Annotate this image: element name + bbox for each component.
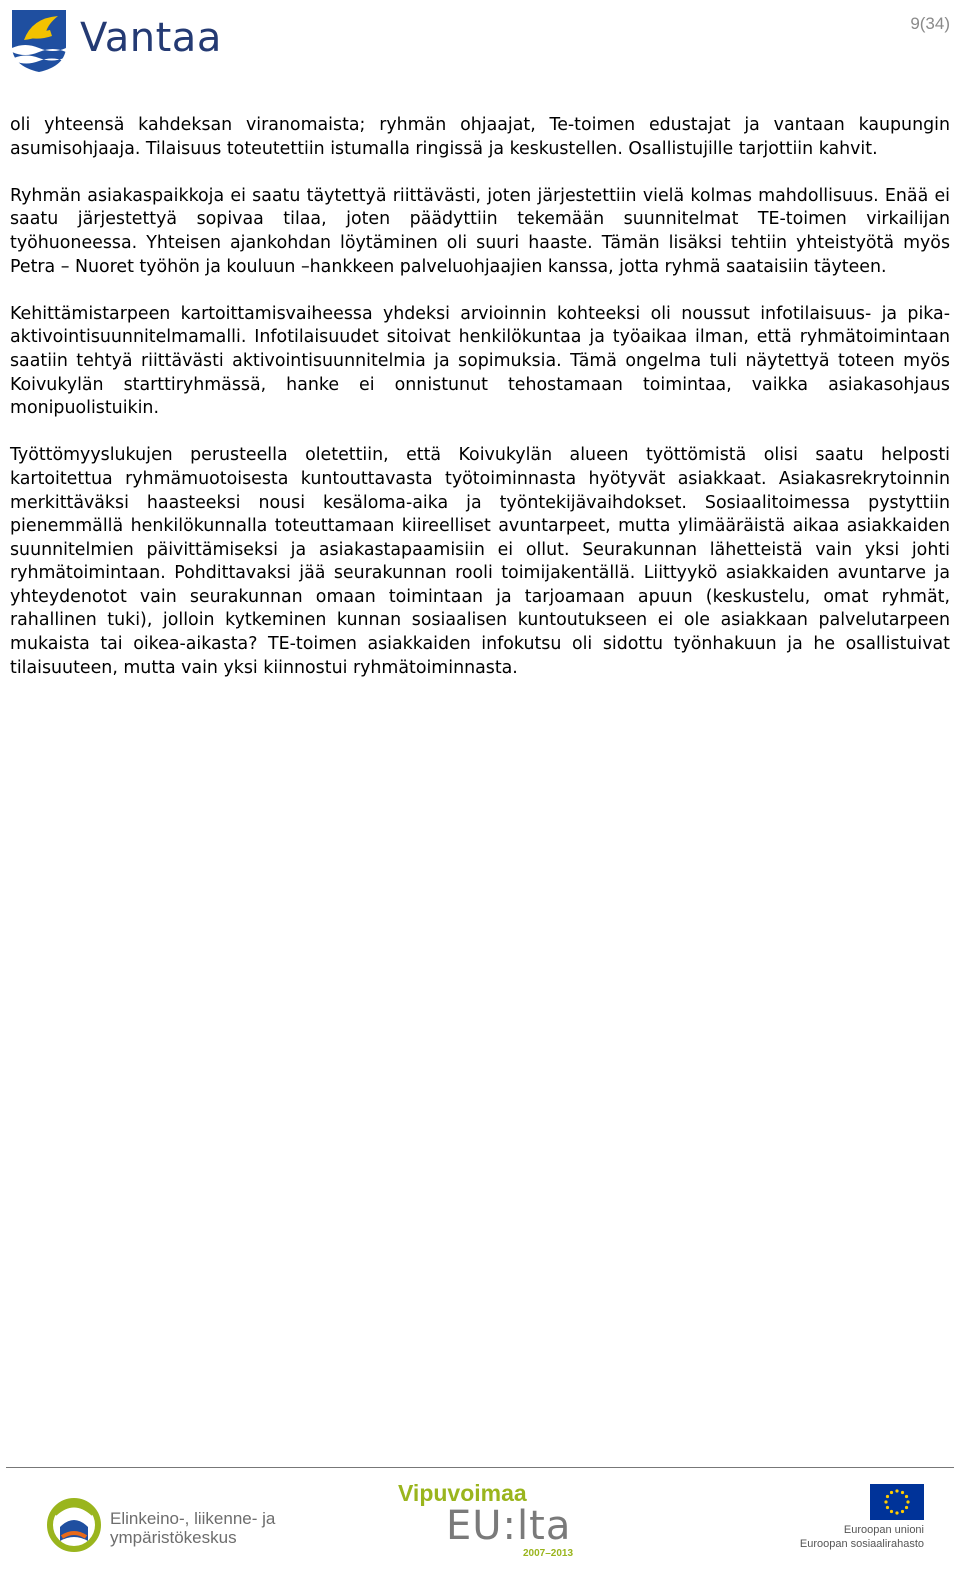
eu-star bbox=[906, 1500, 909, 1503]
eu-star bbox=[895, 1511, 898, 1514]
eu-star bbox=[895, 1489, 898, 1492]
eu-star bbox=[905, 1506, 908, 1509]
ely-centre-name bbox=[110, 1509, 275, 1547]
vantaa-crest-logo bbox=[10, 8, 68, 74]
ely-centre-logo bbox=[44, 1493, 104, 1553]
esf-line: Euroopan sosiaalirahasto bbox=[799, 1538, 924, 1550]
vantaa-wordmark: Vantaa bbox=[80, 15, 222, 61]
vipuvoimaa-eulta-logo bbox=[398, 1480, 588, 1562]
ely-line-2: ympäristökeskus bbox=[110, 1528, 237, 1547]
programme-years: 2007–2013 bbox=[523, 1548, 574, 1559]
eu-union-line: Euroopan unioni bbox=[843, 1524, 924, 1536]
eu-flag-icon bbox=[870, 1484, 924, 1520]
paragraph: Työttömyyslukujen perusteella oletettiin, että Koivukylän alueen työttömistä olisi saatu helposti kartoitettua ryhmämuotoisesta kuntouttavasta työtoiminnasta hyötyvät asiakkaat. Asiakasrekrytoinnin merkittäväksi haasteeksi nousi kesäloma-aika ja työntekijävaihdokset. Sosiaalitoimessa pystyttiin pienemmällä henkilökunnalla toteuttamaan kiireelliset avuntarpeet, mutta ylimääräistä aikaa asiakkaiden suunnitelmien päivittämiseksi ja asiakastapaamisiin ei ollut. Seurakunnan lähetteistä vain yksi johti ryhmätoimintaan. Pohdittavaksi jää seurakunnan rooli toimijakentällä. Liittyykö asiakkaiden avuntarve ja yhteydenotot vain seurakunnan omaan toimintaan ja tarjoamaan apuun (keskustelu, omat ryhmät, rahallinen tuki), jolloin kytkeminen kunnan sosiaalisen kuntoutukseen ei ole asiakkaan palvelutarpeen mukaista tai oikea-aikasta? TE-toimen asiakkaiden infokutsu oli sidottu työnhakuun ja he osallistuivat tilaisuuteen, mutta vain yksi kiinnostui ryhmätoiminnasta. bbox=[10, 445, 950, 678]
eu-star bbox=[905, 1495, 908, 1498]
page-header bbox=[0, 0, 960, 90]
page-number: 9(34) bbox=[910, 14, 950, 33]
eu-star bbox=[890, 1491, 893, 1494]
eulta-text: EU:lta bbox=[446, 1503, 572, 1549]
eu-star bbox=[886, 1506, 889, 1509]
vipuvoimaa-title: Vipuvoimaa bbox=[398, 1480, 527, 1506]
eu-star bbox=[890, 1510, 893, 1513]
paragraph: Kehittämistarpeen kartoittamisvaiheessa yhdeksi arvioinnin kohteeksi oli noussut infotilaisuus- ja pika-aktivointisuunnitelmamalli. Infotilaisuudet sitoivat henkilökuntaa ja työaikaa ilman, että ryhmätoimintaan saatiin tehtyä riittävästi aktivointisuunnitelmia ja sopimuksia. Tämä ongelma tuli näytettyä toteen myös Koivukylän starttiryhmässä, hanke ei onnistunut tehostamaan toimintaa, vaikka asiakasohjaus monipuolistuikin. bbox=[10, 303, 950, 419]
eu-star bbox=[901, 1491, 904, 1494]
eu-star bbox=[884, 1500, 887, 1503]
footer-divider bbox=[6, 1467, 954, 1468]
eu-star bbox=[901, 1510, 904, 1513]
eu-star bbox=[886, 1495, 889, 1498]
document-body bbox=[10, 114, 950, 704]
eu-label bbox=[800, 1523, 924, 1551]
paragraph: Ryhmän asiakaspaikkoja ei saatu täytettyä riittävästi, joten järjestettiin vielä kolmas mahdollisuus. Enää ei saatu järjestettyä sopivaa tilaa, joten päädyttiin tekemään suunnitelmat TE-toimen virkailijan työhuoneessa. Yhteisen ajankohdan löytäminen oli suuri haaste. Tämän lisäksi tehtiin yhteistyötä myös Petra – Nuoret työhön ja kouluun –hankkeen palveluohjaajien kanssa, jotta ryhmä saataisiin täyteen. bbox=[10, 185, 950, 277]
ely-line-1: Elinkeino-, liikenne- ja bbox=[110, 1509, 276, 1528]
paragraph: oli yhteensä kahdeksan viranomaista; ryhmän ohjaajat, Te-toimen edustajat ja vantaan kaupungin asumisohjaaja. Tilaisuus toteutettiin istumalla ringissä ja keskustellen. Osallistujille tarjottiin kahvit. bbox=[10, 115, 950, 159]
